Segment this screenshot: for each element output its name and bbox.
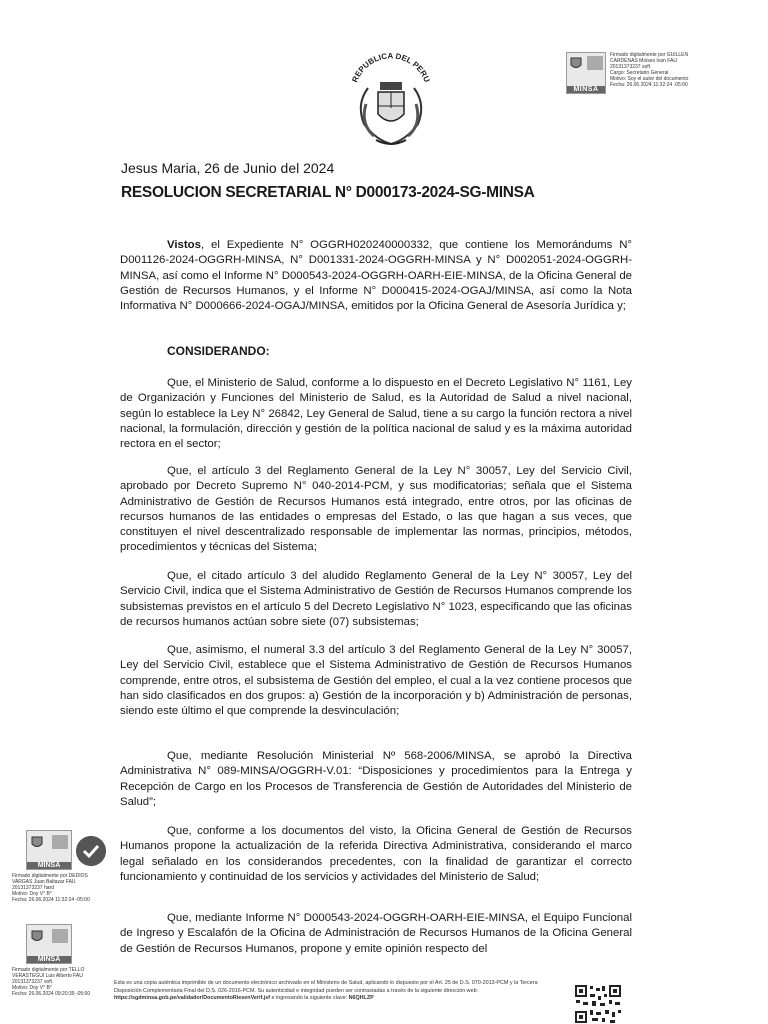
minsa-logo: MINSA — [26, 924, 72, 964]
paragraph-1: Que, el Ministerio de Salud, conforme a lo dispuesto en el Decreto Legislativo N° 1161, Ley de Organización y Funciones del Ministerio de Salud, es la Autoridad de Salud a nivel nacional, según lo establece la Ley N° 26842, Ley General de Salud, tiene a su cargo la función rectora a nivel nacional, la formulación, dirección y gestión de la política nacional de salud y es la máxima autoridad rectora en el sector; — [120, 377, 632, 451]
national-seal — [346, 44, 436, 154]
paragraph-5: Que, mediante Resolución Ministerial Nº 568-2006/MINSA, se aprobó la Directiva Administrativa N° 089-MINSA/OGGRH-V.01: “Disposiciones y procedimientos para la Entrega y Recepción de Cargo en los Procesos de Transferencia de Gestión de Autoridades del Ministerio de Salud”; — [120, 750, 632, 808]
checkmark-icon — [76, 836, 106, 866]
vistos-paragraph: Vistos, el Expediente N° OGGRH020240000332, que contiene los Memorándums N° D001126-2024-OGGRH-MINSA, N° D001331-2024-OGGRH-MINSA y N° D002051-2024-OGGRH-MINSA, así como el Informe N° D000543-2024-OGGRH-OARH-EIE-MINSA, de la Oficina General de Gestión de Recursos Humanos, y el Informe N° D000415-2024-OGAJ/MINSA, así como la Nota Informativa N° D000666-2024-OGAJ/MINSA, emitidos por la Oficina General de Asesoría Jurídica y; — [120, 239, 632, 313]
signature-details: Firmado digitalmente por GUILLEN CARDENAS Moises Ivan FAU 20131373237 soft Cargo: Secretario General Motivo: Soy el autor del documento Fecha: 26.06.2024 11:32:24 -05:00 — [610, 52, 689, 88]
document-date: Jesus Maria, 26 de Junio del 2024 — [121, 160, 335, 176]
signature-details: Firmado digitalmente por DEDIOS VARGAS Juan Baltazar FAU 20131373237 hard Motivo: Doy V° B° Fecha: 26.06.2024 11:32:24 -05:00 — [12, 873, 90, 903]
authenticity-footer: Esta es una copia auténtica imprimible de un documento electrónico archivado en el Ministerio de Salud, aplicando lo dispuesto por el Art. 25 de D.S. 070-2013-PCM y la Tercera Disposición Complementaria Final del D.S. 026-2016-PCM. Su autenticidad e integridad pueden ser contrastadas a través de la siguiente dirección web: https://sgdminsa.gob.pe/validador/DocumentoRiesenVerif.jsf e ingresando la siguiente clave: N6QHLZP — [114, 980, 538, 1002]
verification-key: N6QHLZP — [348, 995, 374, 1002]
paragraph-3: Que, el citado artículo 3 del aludido Reglamento General de la Ley N° 30057, Ley del Servicio Civil, indica que el Sistema Administrativo de Gestión de Recursos Humanos comprende los subsistemas previstos en el artículo 5 del Decreto Legislativo N° 1023, especificando que las oficinas de recursos humanos actúan sobre siete (07) subsistemas; — [120, 570, 632, 628]
verification-link[interactable]: https://sgdminsa.gob.pe/validador/DocumentoRiesenVerif.jsf — [114, 995, 271, 1002]
qr-code-icon — [574, 984, 622, 1024]
paragraph-4: Que, asimismo, el numeral 3.3 del artículo 3 del Reglamento General de la Ley N° 30057, Ley del Servicio Civil, establece que el Sistema Administrativo de Gestión de Recursos Humanos comprende, entre otros, el subsistema de Gestión del empleo, el cual a la vez contiene procesos que han sido clasificados en dos grupos: a) Gestión de la incorporación y b) Administración de personas, siendo este último el que comprende la desvinculación; — [120, 644, 632, 718]
document-title: RESOLUCION SECRETARIAL N° D000173-2024-SG-MINSA — [121, 184, 535, 201]
seal-ring-text: REPUBLICA DEL PERU — [350, 51, 432, 84]
paragraph-2: Que, el artículo 3 del Reglamento General de la Ley N° 30057, Ley del Servicio Civil, aprobado por Decreto Supremo N° 040-2014-PCM, y sus modificatorias; señala que el Sistema Administrativo de Gestión de Recursos Humanos está integrado, entre otros, por las oficinas de recursos humanos de las entidades o empresas del Estado, o las que hagan a sus veces, que constituyen el nivel descentralizado responsable de implementar las normas, principios, métodos, procedimientos y técnicas del Sistema; — [120, 465, 632, 554]
coat-of-arms-icon — [30, 928, 44, 944]
digital-signature-side-2 — [12, 924, 112, 997]
paragraph-6: Que, conforme a los documentos del visto, la Oficina General de Gestión de Recursos Humanos propone la actualización de la referida Directiva Administrativa, considerando el marco legal señalado en los considerandos precedentes, con la finalidad de garantizar el correcto funcionamiento y continuidad de los servicios y actividades del Ministerio de Salud; — [120, 825, 632, 883]
minsa-logo: MINSA — [26, 830, 72, 870]
minsa-logo: MINSA — [566, 52, 606, 94]
signature-details: Firmado digitalmente por TELLO VERASTEGUI Luis Alberto FAU 20131373237 soft Motivo: Doy V° B° Fecha: 26.06.2024 09:20:39 -05:00 — [12, 967, 91, 997]
svg-text:REPUBLICA DEL PERU — [350, 51, 431, 83]
considerando-heading: CONSIDERANDO: — [167, 344, 270, 358]
digital-signature-top — [566, 52, 750, 94]
document-body — [120, 238, 632, 314]
coat-of-arms-icon — [30, 834, 44, 850]
paragraph-7: Que, mediante Informe N° D000543-2024-OGGRH-OARH-EIE-MINSA, el Equipo Funcional de Ingreso y Escalafón de la Oficina de Administración de Recursos Humanos de la Oficina General de Gestión de Recursos Humanos, propone y emite opinión respecto del — [120, 912, 632, 955]
coat-of-arms-icon — [569, 55, 583, 71]
